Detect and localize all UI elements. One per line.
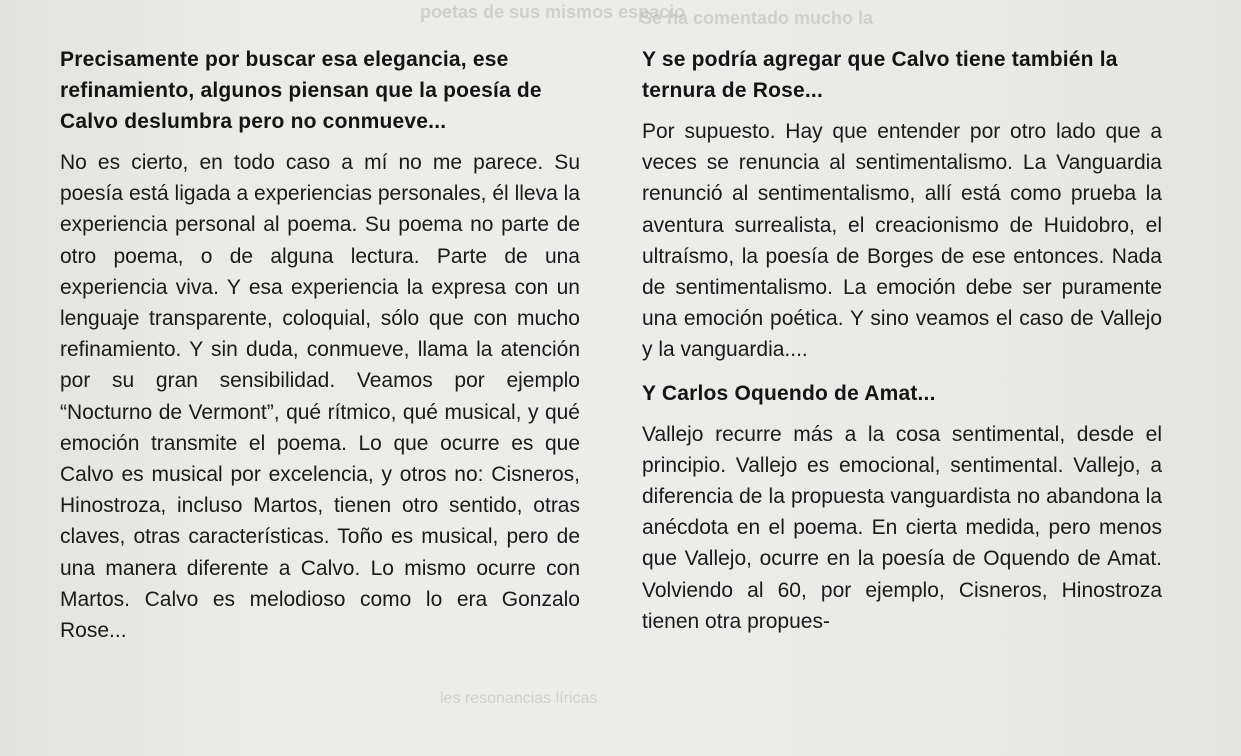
right-column [642,44,1162,649]
show-through-text-top-left: poetas de sus mismos espacio [420,2,686,22]
interview-question: Y se podría agregar que Calvo tiene también la ternura de Rose... [642,48,1118,102]
left-column [60,44,580,658]
show-through-text-bottom-left: les resonancias líricas [440,690,598,707]
interview-question: Y Carlos Oquendo de Amat... [642,381,936,405]
interview-question: Precisamente por buscar esa elegancia, ese refinamiento, algunos piensan que la poesía de Calvo deslumbra pero no conmueve... [60,48,542,133]
interview-answer: Por supuesto. Hay que entender por otro lado que a veces se renuncia al sentimentalismo. La Vanguardia renunció al sentimentalismo, allí está como prueba la aventura surrealista, el creacionismo de Huidobro, el ultraísmo, la poesía de Borges de ese entonces. Nada de sentimentalismo. La emoción debe ser puramente una emoción poética. Y sino veamos el caso de Vallejo y la vanguardia.... [642,120,1162,362]
interview-answer: Vallejo recurre más a la cosa sentimental, desde el principio. Vallejo es emocional, sentimental. Vallejo, a diferencia de la propuesta vanguardista no abandona la anécdota en el poema. En cierta medida, pero menos que Vallejo, ocurre en la poesía de Oquendo de Amat. Volviendo al 60, por ejemplo, Cisneros, Hinostroza tienen otra propues- [642,422,1162,633]
interview-answer: No es cierto, en todo caso a mí no me parece. Su poesía está ligada a experiencias personales, él lleva la experiencia personal al poema. Su poema no parte de otro poema, o de alguna lectura. Parte de una experiencia viva. Y esa experiencia la expresa con un lenguaje transparente, coloquial, sólo que con mucho refinamiento. Y sin duda, conmueve, llama la atención por su gran sensibilidad. Veamos por ejemplo “Nocturno de Vermont”, qué rítmico, qué musical, y qué emoción transmite el poema. Lo que ocurre es que Calvo es musical por excelencia, y otros no: Cisneros, Hinostroza, incluso Martos, tienen otro sentido, otras claves, otras características. Toño es musical, pero de una manera diferente a Calvo. Lo mismo ocurre con Martos. Calvo es melodioso como lo era Gonzalo Rose... [60,151,580,643]
show-through-text-top-right: Se ha comentado mucho la [640,8,874,28]
